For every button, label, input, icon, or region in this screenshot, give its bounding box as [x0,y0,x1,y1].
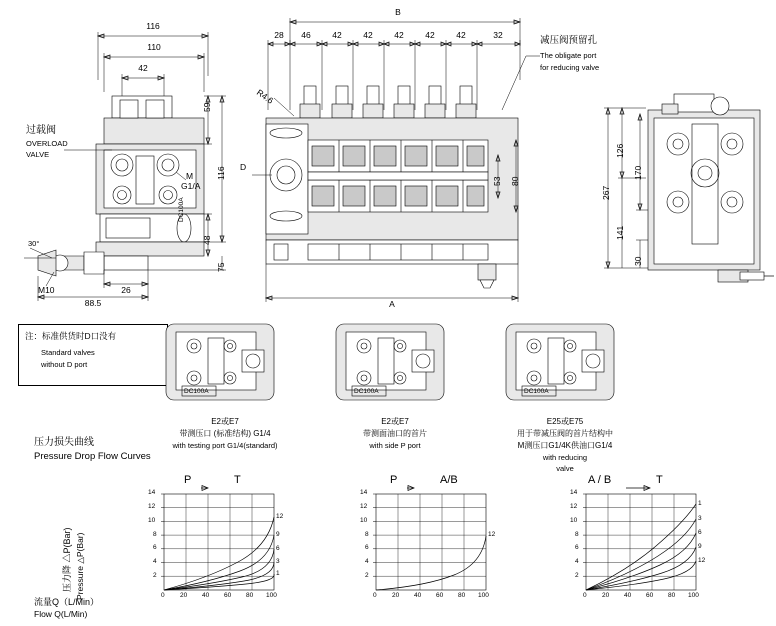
chart-1-xtick-0: 0 [161,592,165,599]
main-dim-80: 80 [510,176,520,186]
chart-1-xtick-20: 20 [180,592,188,599]
front-view-group [0,0,250,320]
front-label-M10: M10 [38,285,55,295]
port-option-3-en2: valve [556,464,574,473]
port-option-1 [160,320,290,450]
chart-3-xtick-60: 60 [646,592,654,599]
chart-2-ytick-10: 10 [360,517,368,524]
main-seg-42-2: 42 [363,30,373,40]
chart-1-ytick-14: 14 [148,489,156,496]
chart-3-ytick-12: 12 [570,503,578,510]
chart-2-ytick-8: 8 [365,531,369,538]
chart-2-ytick-6: 6 [365,544,369,551]
chart-1-ytick-2: 2 [153,572,157,579]
main-span-A: A [389,299,395,309]
side-dim-30: 30 [633,256,643,266]
chart-2-xtick-60: 60 [436,592,444,599]
chart-3-xtick-40: 40 [624,592,632,599]
port-option-3-cn1: 用于带减压阀的首片结构中 [517,429,613,438]
reducing-port-label-en2: for reducing valve [540,63,600,72]
front-dim-59: 59 [202,102,212,112]
chart-2-title-from: P [390,474,398,486]
chart-3-title-to: T [656,474,663,486]
chart-2-xtick-80: 80 [458,592,466,599]
chart-3-ytick-8: 8 [575,531,579,538]
port-option-3-code: E25或E75 [546,417,584,426]
port-option-2-drawing [330,320,460,420]
chart-2-xtick-20: 20 [392,592,400,599]
chart-1-ytick-6: 6 [153,544,157,551]
port-option-1-drawing [160,320,290,420]
chart-ylabel-en: Pressure △P(Bar) [75,532,85,600]
side-dim-126: 126 [615,143,625,158]
note-box [18,324,168,386]
main-view-drawing [250,0,540,320]
port-option-2-stamp: DC100A [354,388,379,395]
curves-heading-cn: 压力损失曲线 [34,437,94,448]
chart-1-xtick-60: 60 [224,592,232,599]
side-dim-141: 141 [615,225,625,240]
chart-1-ytick-10: 10 [148,517,156,524]
chart-3-xtick-80: 80 [668,592,676,599]
chart-1-title-to: T [234,474,241,486]
side-view-drawing [600,80,776,310]
chart-2-ytick-12: 12 [360,503,368,510]
chart-1-series-9: 9 [276,531,280,538]
chart-1-ytick-12: 12 [148,503,156,510]
front-label-M: M [186,171,194,181]
port-option-2-cn: 带测面油口的首片 [363,429,427,438]
chart-p-to-ab [340,470,508,620]
main-dim-53: 53 [492,176,502,186]
port-option-1-en: with testing port G1/4(standard) [172,441,278,450]
overload-valve-label-en1: OVERLOAD [26,139,68,148]
chart-3-ytick-2: 2 [575,572,579,579]
side-dim-267: 267 [601,185,611,200]
front-dim-75: 75 [216,262,226,272]
chart-3-series-12: 12 [698,557,706,564]
chart-2-xtick-100: 100 [478,592,489,599]
side-view-group [600,80,776,310]
main-span-B: B [395,7,401,17]
main-seg-46: 46 [301,30,311,40]
main-seg-32: 32 [493,30,503,40]
reducing-port-label-cn: 减压阀预留孔 [540,35,598,46]
chart-1-ytick-4: 4 [153,558,157,565]
main-seg-42-4: 42 [425,30,435,40]
chart-1-ytick-8: 8 [153,531,157,538]
chart-2-series-12: 12 [488,531,496,538]
chart-3-series-6: 6 [698,529,702,536]
curves-heading-en: Pressure Drop Flow Curves [34,451,151,462]
chart-3-ytick-6: 6 [575,544,579,551]
chart-3-ytick-10: 10 [570,517,578,524]
overload-valve-label-en2: VALVE [26,150,50,159]
chart-2-title-to: A/B [440,474,458,486]
port-option-3-en1: with reducing [542,453,588,462]
chart-1-title-from: P [184,474,192,486]
front-stamp-dc100a: DC100A [178,197,185,222]
front-dim-48: 48 [202,235,212,245]
port-option-3-stamp: DC100A [524,388,549,395]
front-dim-42: 42 [138,63,148,73]
chart-1-series-6: 6 [276,545,280,552]
front-dim-110: 110 [147,42,161,52]
chart-2-ytick-4: 4 [365,558,369,565]
chart-3-xtick-0: 0 [583,592,587,599]
front-dim-88-5: 88.5 [84,298,102,308]
front-dim-26: 26 [121,285,131,295]
main-seg-28: 28 [274,30,284,40]
chart-ylabel-cn: 压力降 △P(Bar) [62,527,72,592]
chart-ab-to-t [550,470,718,620]
main-seg-42-1: 42 [332,30,342,40]
chart-3-xtick-20: 20 [602,592,610,599]
port-option-3-cn2: M测压口G1/4K供油口G1/4 [517,441,613,450]
chart-1-xtick-80: 80 [246,592,254,599]
reducing-port-label-en1: The obligate port [540,51,597,60]
note-cn: 注：标准供货时D口没有 [25,331,117,341]
main-port-D: D [240,162,247,172]
chart-3-title-from: A / B [588,474,612,486]
front-label-G1A: G1/A [181,181,201,191]
note-en1: Standard valves [41,348,95,357]
chart-2-ytick-2: 2 [365,572,369,579]
front-view-drawing [0,0,250,320]
chart-1-xtick-40: 40 [202,592,210,599]
main-radius-R46: R4.6 [254,87,276,106]
side-dim-170: 170 [633,165,643,180]
chart-3-xtick-100: 100 [688,592,699,599]
port-option-1-cn: 带测压口 (标准结构) G1/4 [179,429,271,438]
main-seg-42-5: 42 [456,30,466,40]
front-dim-116-right: 116 [216,166,226,180]
port-option-3-drawing [500,320,630,420]
port-option-2-code: E2或E7 [381,417,409,426]
chart-xlabel-cn: 流量Q（L/Min） [34,597,100,607]
port-option-1-code: E2或E7 [211,417,239,426]
main-view-group [240,0,530,320]
front-label-30deg: 30° [28,239,40,248]
chart-xlabel-en: Flow Q(L/Min) [34,609,88,619]
chart-2-xtick-40: 40 [414,592,422,599]
chart-3-series-9: 9 [698,543,702,550]
chart-p-to-t [128,470,296,620]
chart-3-series-3: 3 [698,515,702,522]
front-dim-116-top: 116 [146,21,160,31]
port-option-2 [330,320,460,450]
chart-3-ytick-4: 4 [575,558,579,565]
overload-valve-label-cn: 过载阀 [26,125,56,136]
chart-3-ytick-14: 14 [570,489,578,496]
chart-2-ytick-14: 14 [360,489,368,496]
chart-1-series-1: 1 [276,570,280,577]
chart-1-series-3: 3 [276,558,280,565]
chart-1-series-12: 12 [276,513,284,520]
port-option-3 [500,320,630,473]
chart-2-xtick-0: 0 [373,592,377,599]
chart-1-xtick-100: 100 [266,592,277,599]
note-en2: without D port [41,360,88,369]
port-option-1-stamp: DC100A [184,388,209,395]
port-option-2-en: with side P port [369,441,421,450]
chart-3-series-1: 1 [698,500,702,507]
main-seg-42-3: 42 [394,30,404,40]
